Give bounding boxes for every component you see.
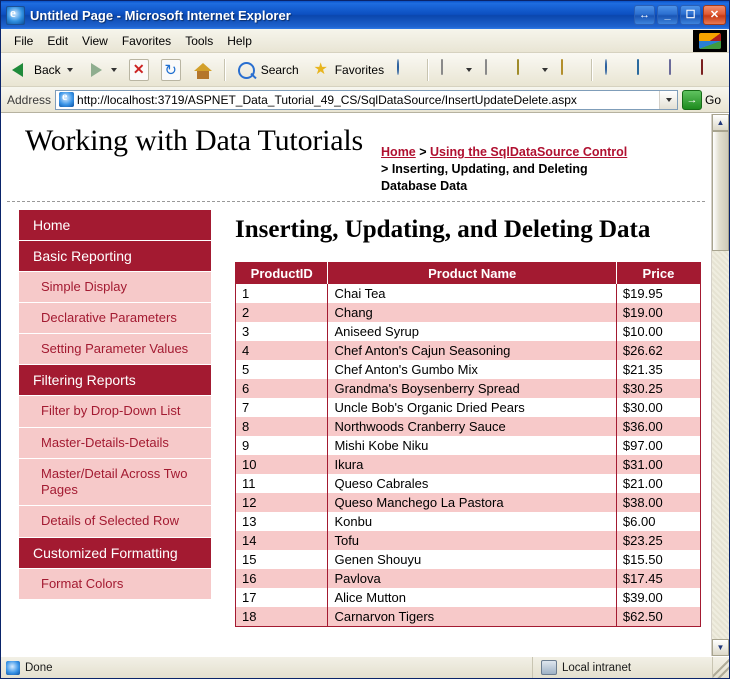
sidebar-item-customized-formatting[interactable]: Customized Formatting — [19, 538, 211, 569]
column-header-price[interactable]: Price — [616, 263, 700, 285]
cell-price: $26.62 — [616, 341, 700, 360]
table-row — [236, 493, 701, 512]
menu-item-favorites[interactable]: Favorites — [121, 33, 172, 48]
favorites-button[interactable] — [306, 57, 389, 83]
table-header-row — [236, 263, 701, 285]
restore-down-button[interactable]: ↔ — [634, 5, 655, 25]
cell-product-name: Queso Manchego La Pastora — [328, 493, 616, 512]
table-row — [236, 588, 701, 607]
address-label: Address — [7, 92, 52, 107]
sidebar-item-home[interactable]: Home — [19, 210, 211, 241]
cell-product-name: Grandma's Boysenberry Spread — [328, 379, 616, 398]
media-button[interactable] — [663, 57, 693, 83]
cell-price: $62.50 — [616, 607, 700, 627]
windows-flag-logo — [693, 30, 727, 52]
window-controls — [634, 5, 726, 25]
breadcrumb-current: Inserting, Updating, and Deleting Database Data — [381, 161, 588, 193]
scroll-up-button[interactable]: ▲ — [712, 114, 729, 131]
grid-icon — [700, 60, 720, 80]
toolbar-separator — [427, 59, 429, 81]
cell-product-name: Queso Cabrales — [328, 474, 616, 493]
cell-product-name: Ikura — [328, 455, 616, 474]
cell-productid: 5 — [236, 360, 328, 379]
cell-price: $38.00 — [616, 493, 700, 512]
chevron-down-icon — [542, 68, 548, 72]
cell-product-name: Tofu — [328, 531, 616, 550]
cell-productid: 18 — [236, 607, 328, 627]
star-icon: ★ — [313, 60, 328, 78]
menu-item-edit[interactable]: Edit — [47, 33, 69, 48]
print-button[interactable] — [479, 57, 509, 83]
cell-productid: 12 — [236, 493, 328, 512]
scroll-track[interactable] — [712, 131, 729, 639]
cell-productid: 14 — [236, 531, 328, 550]
minimize-button[interactable]: _ — [657, 5, 678, 25]
network-icon — [541, 660, 557, 675]
toolbar-separator — [224, 59, 226, 81]
table-row — [236, 569, 701, 588]
cell-productid: 13 — [236, 512, 328, 531]
scroll-thumb[interactable] — [712, 131, 729, 251]
breadcrumb-sep: > — [415, 145, 431, 159]
table-row — [236, 531, 701, 550]
edit-page-icon — [516, 60, 536, 80]
messenger-button[interactable] — [599, 57, 629, 83]
page-header — [7, 114, 705, 202]
sidebar-item-declarative-parameters[interactable]: Declarative Parameters — [19, 303, 211, 334]
sidebar-item-filter-by-dropdown-list[interactable]: Filter by Drop-Down List — [19, 396, 211, 427]
printer-icon — [484, 60, 504, 80]
mail-icon — [440, 60, 460, 80]
sidebar-item-master-detail-across-two-pages[interactable]: Master/Detail Across Two Pages — [19, 459, 211, 507]
sidebar-item-simple-display[interactable]: Simple Display — [19, 272, 211, 303]
table-row — [236, 379, 701, 398]
page-icon — [59, 92, 74, 107]
sidebar-item-filtering-reports[interactable]: Filtering Reports — [19, 365, 211, 396]
favorites-label: Favorites — [334, 62, 385, 77]
cell-price: $23.25 — [616, 531, 700, 550]
table-row — [236, 341, 701, 360]
address-bar — [1, 87, 729, 113]
chevron-down-icon — [666, 98, 672, 102]
cell-product-name: Chef Anton's Gumbo Mix — [328, 360, 616, 379]
menu-item-tools[interactable]: Tools — [185, 33, 214, 48]
vertical-scrollbar[interactable] — [711, 114, 729, 656]
cell-productid: 3 — [236, 322, 328, 341]
search-icon — [237, 60, 257, 80]
cell-price: $15.50 — [616, 550, 700, 569]
cell-price: $97.00 — [616, 436, 700, 455]
resize-grip[interactable] — [713, 657, 729, 678]
cell-product-name: Northwoods Cranberry Sauce — [328, 417, 616, 436]
ie-logo-icon — [6, 6, 25, 25]
cell-product-name: Mishi Kobe Niku — [328, 436, 616, 455]
status-bar — [1, 656, 729, 678]
cell-price: $21.35 — [616, 360, 700, 379]
status-message-area — [1, 657, 533, 678]
products-table — [235, 262, 701, 627]
toolbar-separator — [591, 59, 593, 81]
cell-price: $6.00 — [616, 512, 700, 531]
security-zone[interactable] — [533, 657, 713, 678]
table-row — [236, 474, 701, 493]
cell-product-name: Aniseed Syrup — [328, 322, 616, 341]
cell-price: $39.00 — [616, 588, 700, 607]
column-header-productid[interactable]: ProductID — [236, 263, 328, 285]
msn-button[interactable] — [631, 57, 661, 83]
cell-price: $36.00 — [616, 417, 700, 436]
cell-productid: 7 — [236, 398, 328, 417]
cell-productid: 9 — [236, 436, 328, 455]
home-icon — [193, 60, 213, 80]
menu-item-file[interactable]: File — [14, 33, 34, 48]
cell-productid: 16 — [236, 569, 328, 588]
page-title: Working with Data Tutorials — [25, 124, 364, 157]
menu-item-view[interactable]: View — [82, 33, 108, 48]
toolbar — [1, 53, 729, 87]
cell-price: $30.00 — [616, 398, 700, 417]
cell-productid: 8 — [236, 417, 328, 436]
arrow-left-icon — [10, 60, 30, 80]
address-dropdown-button[interactable] — [659, 91, 677, 109]
breadcrumb-sep: > — [381, 161, 392, 176]
cell-price: $30.25 — [616, 379, 700, 398]
column-header-product-name[interactable]: Product Name — [328, 263, 616, 285]
sidebar-item-setting-parameter-values[interactable]: Setting Parameter Values — [19, 334, 211, 365]
history-button[interactable] — [391, 57, 421, 83]
scroll-down-button[interactable]: ▼ — [712, 639, 729, 656]
search-label: Search — [260, 62, 299, 77]
breadcrumb-link-section[interactable]: Using the SqlDataSource Control — [430, 145, 628, 159]
go-button[interactable] — [682, 90, 725, 110]
cell-product-name: Uncle Bob's Organic Dried Pears — [328, 398, 616, 417]
close-button[interactable]: ✕ — [703, 5, 726, 25]
cell-productid: 4 — [236, 341, 328, 360]
page-body — [1, 202, 711, 628]
refresh-icon: ↻ — [161, 59, 181, 81]
table-row — [236, 360, 701, 379]
web-page — [1, 114, 711, 656]
msn-icon — [636, 60, 656, 80]
edit-button[interactable] — [511, 57, 553, 83]
cell-productid: 15 — [236, 550, 328, 569]
chevron-down-icon — [111, 68, 117, 72]
go-label: Go — [704, 92, 721, 107]
address-url-text: http://localhost:3719/ASPNET_Data_Tutorial_49_CS/SqlDataSource/InsertUpdateDelete.aspx — [77, 92, 577, 107]
cell-productid: 1 — [236, 284, 328, 303]
cell-productid: 6 — [236, 379, 328, 398]
table-row — [236, 284, 701, 303]
table-row — [236, 398, 701, 417]
address-input[interactable] — [55, 90, 678, 110]
breadcrumb-link-home[interactable]: Home — [381, 145, 416, 159]
window-title: Untitled Page - Microsoft Internet Explorer — [30, 7, 291, 23]
cell-price: $21.00 — [616, 474, 700, 493]
cell-product-name: Chai Tea — [328, 284, 616, 303]
globe-icon — [604, 60, 624, 80]
table-row — [236, 455, 701, 474]
back-label: Back — [34, 62, 61, 77]
history-icon — [396, 60, 416, 80]
cell-product-name: Pavlova — [328, 569, 616, 588]
sidebar-item-basic-reporting[interactable]: Basic Reporting — [19, 241, 211, 272]
table-row — [236, 322, 701, 341]
arrow-right-icon — [85, 60, 105, 80]
sidebar-item-details-of-selected-row[interactable]: Details of Selected Row — [19, 506, 211, 537]
cell-productid: 11 — [236, 474, 328, 493]
close-x-icon: ✕ — [129, 59, 149, 81]
main-content — [211, 202, 711, 628]
chevron-down-icon — [67, 68, 73, 72]
cell-product-name: Genen Shouyu — [328, 550, 616, 569]
cell-product-name: Chang — [328, 303, 616, 322]
table-row — [236, 607, 701, 627]
cell-productid: 2 — [236, 303, 328, 322]
sidebar — [19, 210, 211, 600]
table-row — [236, 512, 701, 531]
home-button[interactable] — [188, 57, 218, 83]
cell-product-name: Konbu — [328, 512, 616, 531]
table-row — [236, 303, 701, 322]
forward-button[interactable] — [80, 57, 122, 83]
discuss-button[interactable] — [555, 57, 585, 83]
cell-productid: 17 — [236, 588, 328, 607]
chevron-down-icon — [466, 68, 472, 72]
cell-price: $19.00 — [616, 303, 700, 322]
encarta-button[interactable] — [695, 57, 725, 83]
sidebar-item-master-details-details[interactable]: Master-Details-Details — [19, 428, 211, 459]
table-row — [236, 417, 701, 436]
cell-productid: 10 — [236, 455, 328, 474]
title-bar — [1, 1, 729, 29]
go-arrow-icon: → — [682, 90, 702, 110]
table-row — [236, 436, 701, 455]
cell-product-name: Alice Mutton — [328, 588, 616, 607]
status-text: Done — [25, 661, 53, 674]
cell-price: $31.00 — [616, 455, 700, 474]
table-row — [236, 550, 701, 569]
cell-price: $17.45 — [616, 569, 700, 588]
maximize-button[interactable]: ☐ — [680, 5, 701, 25]
breadcrumb — [381, 124, 631, 195]
refresh-button[interactable] — [156, 56, 186, 84]
cell-price: $10.00 — [616, 322, 700, 341]
sidebar-item-format-colors[interactable]: Format Colors — [19, 569, 211, 600]
folder-icon — [560, 60, 580, 80]
menu-bar — [1, 29, 729, 53]
cell-product-name: Chef Anton's Cajun Seasoning — [328, 341, 616, 360]
menu-item-help[interactable]: Help — [227, 33, 252, 48]
search-button[interactable] — [232, 57, 304, 83]
stop-button[interactable] — [124, 56, 154, 84]
content-area — [1, 113, 729, 656]
cell-price: $19.95 — [616, 284, 700, 303]
zone-label: Local intranet — [562, 661, 632, 674]
content-heading: Inserting, Updating, and Deleting Data — [235, 215, 651, 243]
mail-button[interactable] — [435, 57, 477, 83]
cell-product-name: Carnarvon Tigers — [328, 607, 616, 627]
page-icon — [6, 661, 20, 675]
media-icon — [668, 60, 688, 80]
back-button[interactable] — [5, 57, 78, 83]
